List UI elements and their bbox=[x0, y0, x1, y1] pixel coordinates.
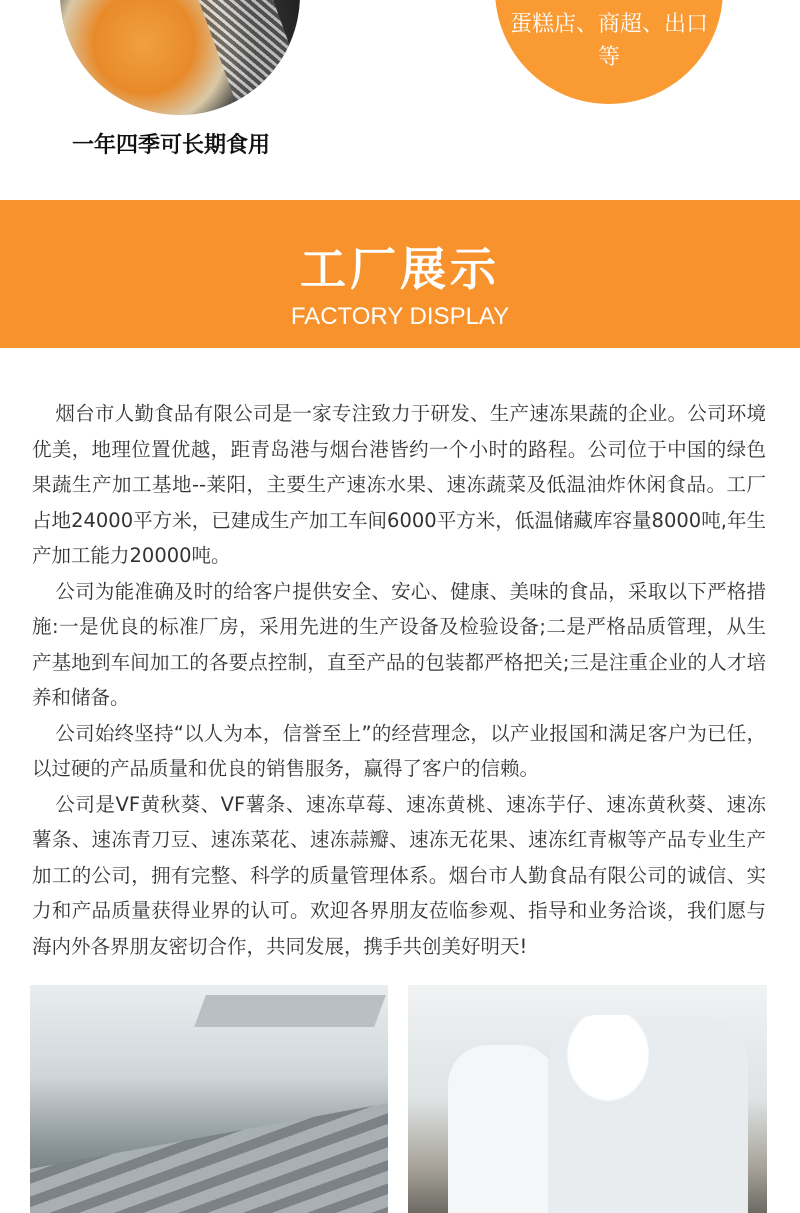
frozen-peach-photo bbox=[60, 0, 300, 115]
photo-caption: 一年四季可长期食用 bbox=[72, 133, 271, 158]
section-banner bbox=[0, 200, 800, 348]
factory-equipment-photo bbox=[30, 985, 388, 1213]
factory-workers-photo bbox=[408, 985, 767, 1213]
section-subtitle: FACTORY DISPLAY bbox=[290, 303, 510, 330]
intro-paragraph: 公司始终坚持“以人为本，信誉至上”的经营理念，以产业报国和满足客户为已任，以过硬的产品质量和优良的销售服务，赢得了客户的信赖。 bbox=[32, 721, 766, 780]
section-title: 工厂展示 bbox=[300, 242, 500, 296]
intro-paragraph: 公司为能准确及时的给客户提供安全、安心、健康、美味的食品，采取以下严格措施:一是优良的标准厂房，采用先进的生产设备及检验设备;二是严格品质管理，从生产基地到车间加工的各要点控制，直至产品的包装都严格把关;三是注重企业的人才培养和储备。 bbox=[32, 579, 766, 709]
intro-paragraph: 公司是VF黄秋葵、VF薯条、速冻草莓、速冻黄桃、速冻芋仔、速冻黄秋葵、速冻薯条、速冻青刀豆、速冻菜花、速冻蒜瓣、速冻无花果、速冻红青椒等产品专业生产加工的公司，拥有完整、科学的质量管理体系。烟台市人勤食品有限公司的诚信、实力和产品质量获得业界的认可。欢迎各界朋友莅临参观、指导和业务洽谈，我们愿与海内外各界朋友密切合作，共同发展，携手共创美好明天! bbox=[32, 792, 766, 958]
intro-paragraph: 烟台市人勤食品有限公司是一家专注致力于研发、生产速冻果蔬的企业。公司环境优美，地理位置优越，距青岛港与烟台港皆约一个小时的路程。公司位于中国的绿色果蔬生产加工基地--莱阳，主要生产速冻水果、速冻蔬菜及低温油炸休闲食品。工厂占地24000平方米，已建成生产加工车间6000平方米，低温储藏库容量8000吨,年生产加工能力20000吨。 bbox=[32, 402, 766, 567]
company-intro bbox=[32, 396, 766, 964]
sales-channel-text: 蛋糕店、商超、出口等 bbox=[509, 12, 708, 70]
sales-channel-badge bbox=[495, 0, 723, 104]
